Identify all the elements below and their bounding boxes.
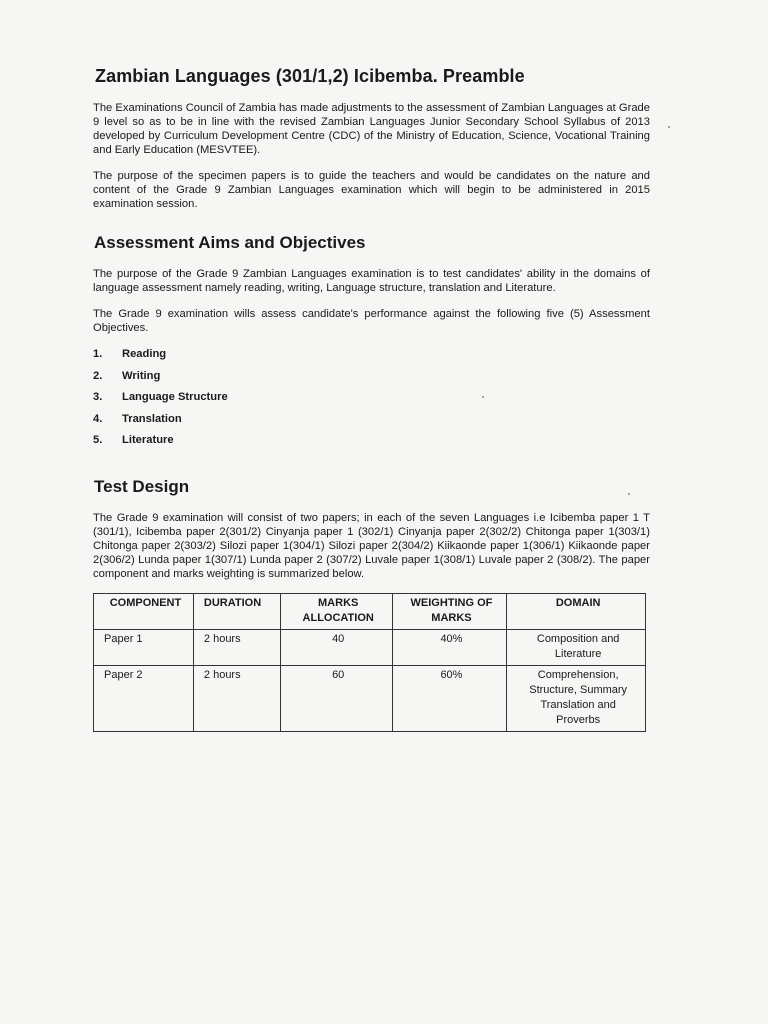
- cell-duration: 2 hours: [193, 665, 280, 731]
- objective-number: 5.: [93, 434, 103, 446]
- cell-marks: 40: [280, 629, 392, 665]
- objective-label: Writing: [122, 369, 161, 382]
- aims-heading: Assessment Aims and Objectives: [94, 233, 366, 252]
- scan-speck: [628, 493, 630, 495]
- objective-item: [93, 390, 650, 412]
- preamble-paragraph-2: The purpose of the specimen papers is to guide the teachers and would be candidates on the nature and content of the Grade 9 Zambian Languages examination which will begin to be administered in 2015 examination session.: [93, 170, 650, 210]
- objective-number: 2.: [93, 369, 103, 382]
- document-title: Zambian Languages (301/1,2) Icibemba. Preamble: [95, 66, 525, 86]
- header-domain: DOMAIN: [507, 593, 646, 629]
- cell-domain: Comprehension, Structure, Summary Translation and Proverbs: [507, 665, 646, 731]
- scan-speck: [668, 126, 670, 128]
- objective-item: [93, 347, 650, 369]
- objective-label: Literature: [122, 434, 174, 446]
- objective-label: Language Structure: [122, 391, 228, 403]
- cell-component: Paper 2: [94, 665, 194, 731]
- cell-weighting: 40%: [392, 629, 507, 665]
- header-marks-allocation: MARKS ALLOCATION: [280, 593, 392, 629]
- aims-paragraph-2: The Grade 9 examination wills assess candidate's performance against the following five (5) Assessment Objectives.: [93, 308, 650, 334]
- cell-weighting: 60%: [392, 665, 507, 731]
- objective-item: [93, 412, 650, 434]
- header-component: COMPONENT: [94, 593, 194, 629]
- objective-number: 1.: [93, 348, 103, 360]
- cell-duration: 2 hours: [193, 629, 280, 665]
- test-design-paragraph: The Grade 9 examination will consist of two papers; in each of the seven Languages i.e Icibemba paper 1 T (301/1), Icibemba paper 2(301/2) Cinyanja paper 1 (302/1) Cinyanja paper 2(302/2) Chitonga paper 1(303/1) Chitonga paper 2(303/2) Silozi paper 1(304/1) Silozi paper 2(304/2) Kiikaonde paper 1(306/1) Kiikaonde paper 2(306/2) Lunda paper 1(307/1) Lunda paper 2 (307/2) Luvale paper 1(308/1) Luvale paper 2 (308/2). The paper component and marks weighting is summarized below.: [93, 511, 650, 580]
- objectives-list: [93, 347, 650, 455]
- header-duration: DURATION: [193, 593, 280, 629]
- objective-number: 4.: [93, 412, 103, 425]
- objective-item: [93, 433, 650, 455]
- aims-paragraph-1: The purpose of the Grade 9 Zambian Languages examination is to test candidates' ability in the domains of language assessment namely reading, writing, Language structure, translation and Literature.: [93, 268, 650, 294]
- cell-component: Paper 1: [94, 629, 194, 665]
- header-weighting: WEIGHTING OF MARKS: [392, 593, 507, 629]
- test-design-heading: Test Design: [94, 476, 190, 496]
- table-row: [94, 665, 646, 731]
- table-row: [94, 629, 646, 665]
- table-header-row: [94, 593, 646, 629]
- marks-table: [93, 593, 646, 732]
- objective-label: Translation: [122, 412, 182, 425]
- scan-speck: [482, 396, 484, 398]
- objective-label: Reading: [122, 348, 167, 360]
- cell-marks: 60: [280, 665, 392, 731]
- cell-domain: Composition and Literature: [507, 629, 646, 665]
- preamble-paragraph-1: The Examinations Council of Zambia has made adjustments to the assessment of Zambian Languages at Grade 9 level so as to be in line with the revised Zambian Languages Junior Secondary School Syllabus of 2013 developed by Curriculum Development Centre (CDC) of the Ministry of Education, Science, Vocational Training and Early Education (MESVTEE).: [93, 102, 650, 156]
- objective-number: 3.: [93, 391, 103, 403]
- objective-item: [93, 369, 650, 391]
